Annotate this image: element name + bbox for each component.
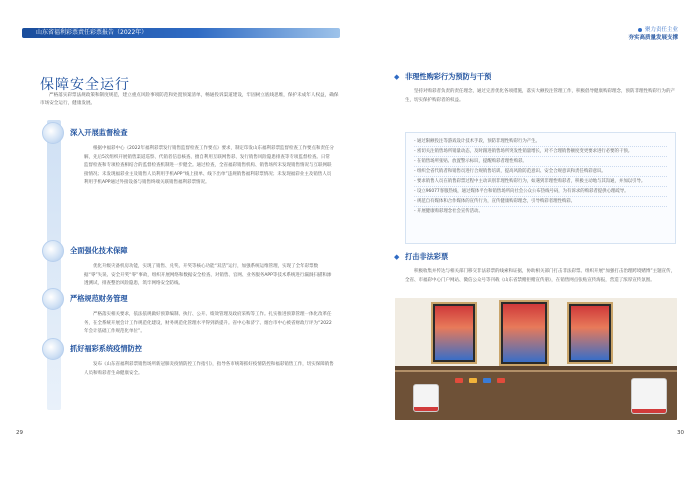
- section-body: 坚持对购彩者负责的责任理念，通过完善优化各项措施，落实大额投注管理工作，积极倡导健康购彩理念，预防非理性购彩行为的产生，切实保护购彩者的权益。: [405, 89, 675, 103]
- section-marker-icon: [42, 288, 64, 310]
- section-arrow-icon: ◆: [394, 72, 400, 81]
- header-right-line2: 夯实高质量发展支撑: [628, 35, 678, 41]
- list-item: - 在销售场所张贴、放置警示标识，提醒购彩者理性购彩。: [414, 157, 667, 167]
- section-title: 抓好福彩系统疫情防控: [70, 344, 142, 353]
- section-irrational: [394, 72, 676, 105]
- section-title: 深入开展监督检查: [70, 128, 128, 137]
- section-marker-icon: [42, 240, 64, 262]
- list-item: - 要求销售人员在销售彩票过程中主动识别非理性购彩行为，如遇到非理性购彩者，积极主动地与其沟通，并加以引导。: [414, 177, 667, 187]
- section-title: 全面强化技术保障: [70, 246, 128, 255]
- page-number-left: 29: [16, 430, 23, 436]
- section-body: 根据中福彩中心《2022年福利彩票发行销售监督检查工作要点》要求，制定印发山东福利彩票监督检查工作要点和责任分解，先后5次组织开展销售渠道巡察、代销者信息核查、擅自利用互联网售彩、发行销售风险隐患排查等专项监督检查。日常监督检查和专项检查相结合的监督检查机制进一步健全。通过检查，全省福彩销售机构、销售场所未发现销售情况与互联网联接情况；未发现福彩业主及销售人员利用手机APP“线上接单、线下出单”违规销售福利彩票情况；未发现福彩业主及销售人员利用手机APP通过外接设备与销售终端关联销售福利彩票情况。: [84, 146, 334, 185]
- right-page: [350, 0, 700, 478]
- intro-paragraph: 严格落实彩票法规政策和制度规范，建立重点风险事项防范和处置预案清单，畅通投诉渠道建设，牢固树立底线思维，保护未成年人权益，确保市场安全运行，健康发展。: [40, 93, 339, 106]
- section-tech: [40, 244, 340, 289]
- section-marker-icon: [42, 122, 64, 144]
- list-item: - 设立96077客服热线，通过媒体平台和销售场所向社会公众公布热线号码，为有诉求的购彩者提供心理疏导。: [414, 187, 667, 197]
- section-epidemic: [40, 342, 340, 378]
- section-title: 非理性购彩行为预防与干预: [405, 72, 492, 81]
- section-arrow-icon: ◆: [394, 252, 400, 261]
- list-item: - 组织全省代销者和销售员进行合规销售培训，提高风险防范意识、安全合规意识和责任购彩意识。: [414, 167, 667, 177]
- list-item: - 规范自有媒体和合作媒体的宣传行为，宣传健康购彩理念，引导购彩者理性购彩。: [414, 197, 667, 207]
- section-body: 积极收集并传达与相关部门移交非法彩票的线索和证据，协助相关部门打击非法彩票。组织开展“加强打击治理跨境赌博”主题宣传，全省、市福彩中心门户网站、微信公众号等刊载《山东省禁赌拒赌宣传册》，在销售网点张贴宣传海报，营造了浓厚宣传氛围。: [405, 269, 676, 283]
- section-body: 优化升级灾备机房功能，实现了销售、兑奖、开奖等核心功能“双活”运行，加强系统运维管理，实现了全年彩票数据“零”失误、安全开奖“零”事故，组织开展网络和数据安全检查、对销售、官网、业务服务APP等技术系统进行漏洞扫描和渗透测试，排查整治风险隐患，筑牢网络安全防线。: [84, 264, 332, 286]
- section-marker-icon: [42, 338, 64, 360]
- bullet-dot-icon: [638, 28, 642, 32]
- header-right: [628, 26, 678, 42]
- list-item: - 密切关注销售场所销量动态，及时跟进销售场所突发性销量增长，对不合理销售额度变更要求进行必要的干预。: [414, 147, 667, 157]
- section-illegal-lottery: [394, 252, 676, 285]
- page-number-right: 30: [677, 430, 684, 436]
- section-body: 发布《山东省福利彩票销售场所新冠肺炎疫情防控工作指引》，指导各市统筹抓好疫情防控和福彩销售工作，切实保障销售人员和购彩者生命健康安全。: [84, 362, 334, 376]
- report-title: 山东省福利彩票责任彩票报告（2022年）: [36, 29, 148, 36]
- section-title: 打击非法彩票: [405, 252, 449, 261]
- section-supervision: [40, 126, 340, 188]
- list-item: - 通过限额投注等游戏设计技术手段，预防非理性购彩行为产生。: [414, 137, 667, 147]
- section-body: 严格落实相关要求，依法依规做好预算编制、执行、公开、绩效管理及政府采购等工作。扎实推进预算管理一体化改革任务，在全系统开展会计工作规范化建设，财务规范化管理水平得到新提升。省中心和济宁、烟台市中心被省财政厅评为“2022年会计基础工作规范化单位”。: [84, 312, 332, 334]
- main-title: 保障安全运行: [40, 77, 130, 93]
- section-title: 严格规范财务管理: [70, 294, 128, 303]
- header-right-line1: 聚力责任主业: [644, 27, 678, 33]
- measures-list: [405, 132, 676, 244]
- section-finance: [40, 292, 340, 337]
- list-item: - 开展健康购彩理念社会宣传活动。: [414, 209, 483, 214]
- lottery-shop-photo: [395, 298, 677, 420]
